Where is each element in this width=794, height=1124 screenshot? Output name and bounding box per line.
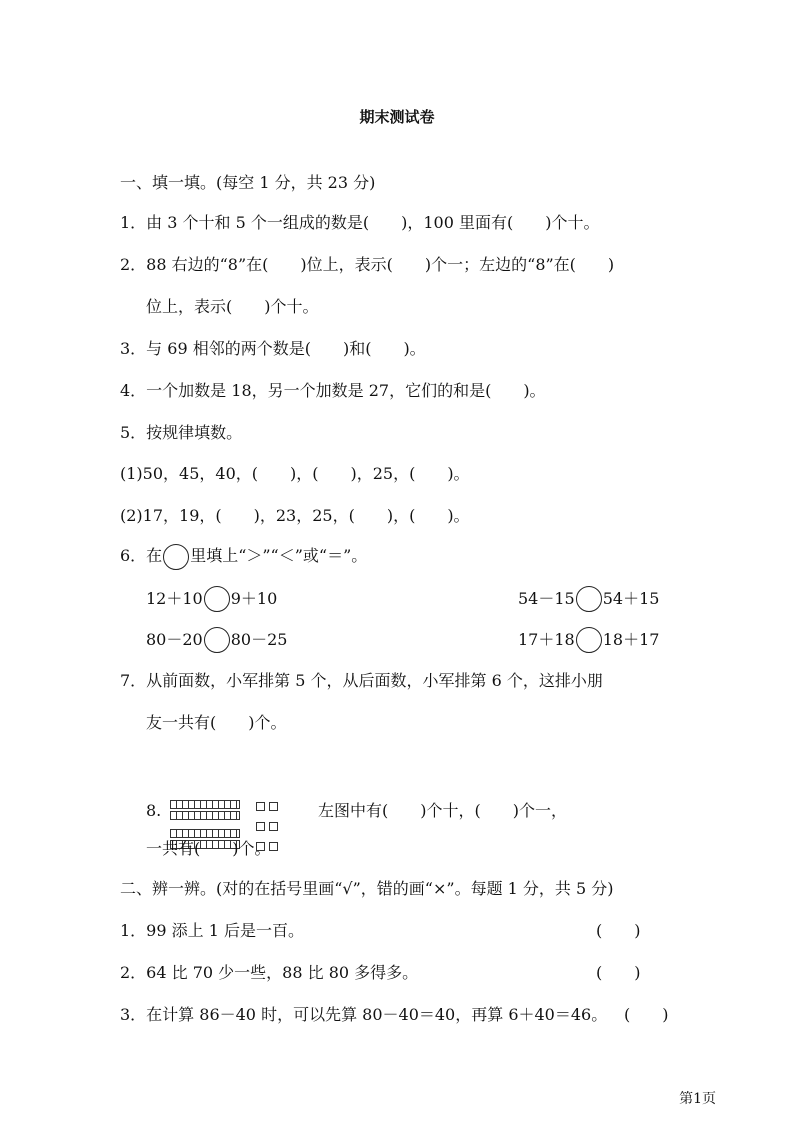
q6-item1-right: 9＋10: [230, 588, 278, 608]
ten-rod-icon: [170, 811, 240, 820]
question-8-line2: 一共有( )个。: [146, 839, 271, 858]
q6-item4-right: 18＋17: [602, 629, 660, 649]
question-1: 1．由 3 个十和 5 个一组成的数是( )，100 里面有( )个十。: [120, 213, 600, 232]
q6-item3-circle[interactable]: [204, 627, 230, 653]
q6-item4-circle[interactable]: [576, 627, 602, 653]
question-7-line1: 7．从前面数，小军排第 5 个，从后面数，小军排第 6 个，这排小朋: [120, 671, 603, 690]
question-8-line1: 左图中有( )个十，( )个一，: [318, 801, 567, 820]
q6-item3-right: 80－25: [230, 629, 288, 649]
question-2-line2: 位上，表示( )个十。: [146, 297, 319, 316]
question-5: 5．按规律填数。: [120, 423, 243, 442]
q6-item1-circle[interactable]: [204, 586, 230, 612]
unit-cube-icon: [256, 802, 265, 811]
question-6-col2: [518, 585, 659, 612]
question-6-prefix: 6．在: [120, 546, 163, 565]
ten-rod-icon: [170, 829, 240, 838]
question-6-instruction: 里填上“＞”“＜”或“＝”。: [190, 546, 368, 565]
question-8-number: 8.: [146, 801, 162, 820]
question-3: 3．与 69 相邻的两个数是( )和( )。: [120, 339, 426, 358]
judge-item-3: 3．在计算 86－40 时，可以先算 80－40＝40，再算 6＋40＝46。: [120, 1005, 608, 1024]
q6-item1-left: 12＋10: [146, 588, 203, 608]
q6-item2-left: 54－15: [518, 588, 575, 608]
ten-rod-icon: [170, 800, 240, 809]
comparison-circle-icon: [163, 544, 189, 570]
unit-cube-icon: [269, 802, 278, 811]
question-6-row1: [146, 585, 666, 611]
section1-heading: 一、填一填。(每空 1 分，共 23 分): [120, 173, 376, 192]
unit-cube-icon: [269, 822, 278, 831]
question-6: [120, 543, 367, 570]
q6-item2-right: 54＋15: [602, 588, 660, 608]
question-5-part2: (2)17，19，( )，23，25，( )，( )。: [120, 506, 470, 525]
question-5-part1: (1)50，45，40，( )，( )，25，( )。: [120, 464, 470, 483]
q6-item4-left: 17＋18: [518, 629, 575, 649]
judge-item-1: 1．99 添上 1 后是一百。: [120, 921, 304, 940]
question-6-row2: [146, 626, 666, 652]
page-number: 第1页: [679, 1091, 716, 1107]
judge-item-1-blank[interactable]: ( ): [596, 921, 641, 940]
question-4: 4．一个加数是 18，另一个加数是 27，它们的和是( )。: [120, 381, 546, 400]
q6-item3-left: 80－20: [146, 629, 203, 649]
section2-heading: 二、辨一辨。(对的在括号里画“√”，错的画“×”。每题 1 分，共 5 分): [120, 879, 614, 898]
q6-item2-circle[interactable]: [576, 586, 602, 612]
judge-item-3-blank[interactable]: ( ): [624, 1005, 669, 1024]
question-7-line2: 友一共有( )个。: [146, 713, 287, 732]
page-title: 期末测试卷: [359, 108, 435, 126]
judge-item-2-blank[interactable]: ( ): [596, 963, 641, 982]
question-2-line1: 2．88 右边的“8”在( )位上，表示( )个一；左边的“8”在( ): [120, 255, 615, 274]
unit-cube-icon: [256, 822, 265, 831]
judge-item-2: 2．64 比 70 少一些，88 比 80 多得多。: [120, 963, 419, 982]
question-6-col2b: [518, 626, 659, 653]
